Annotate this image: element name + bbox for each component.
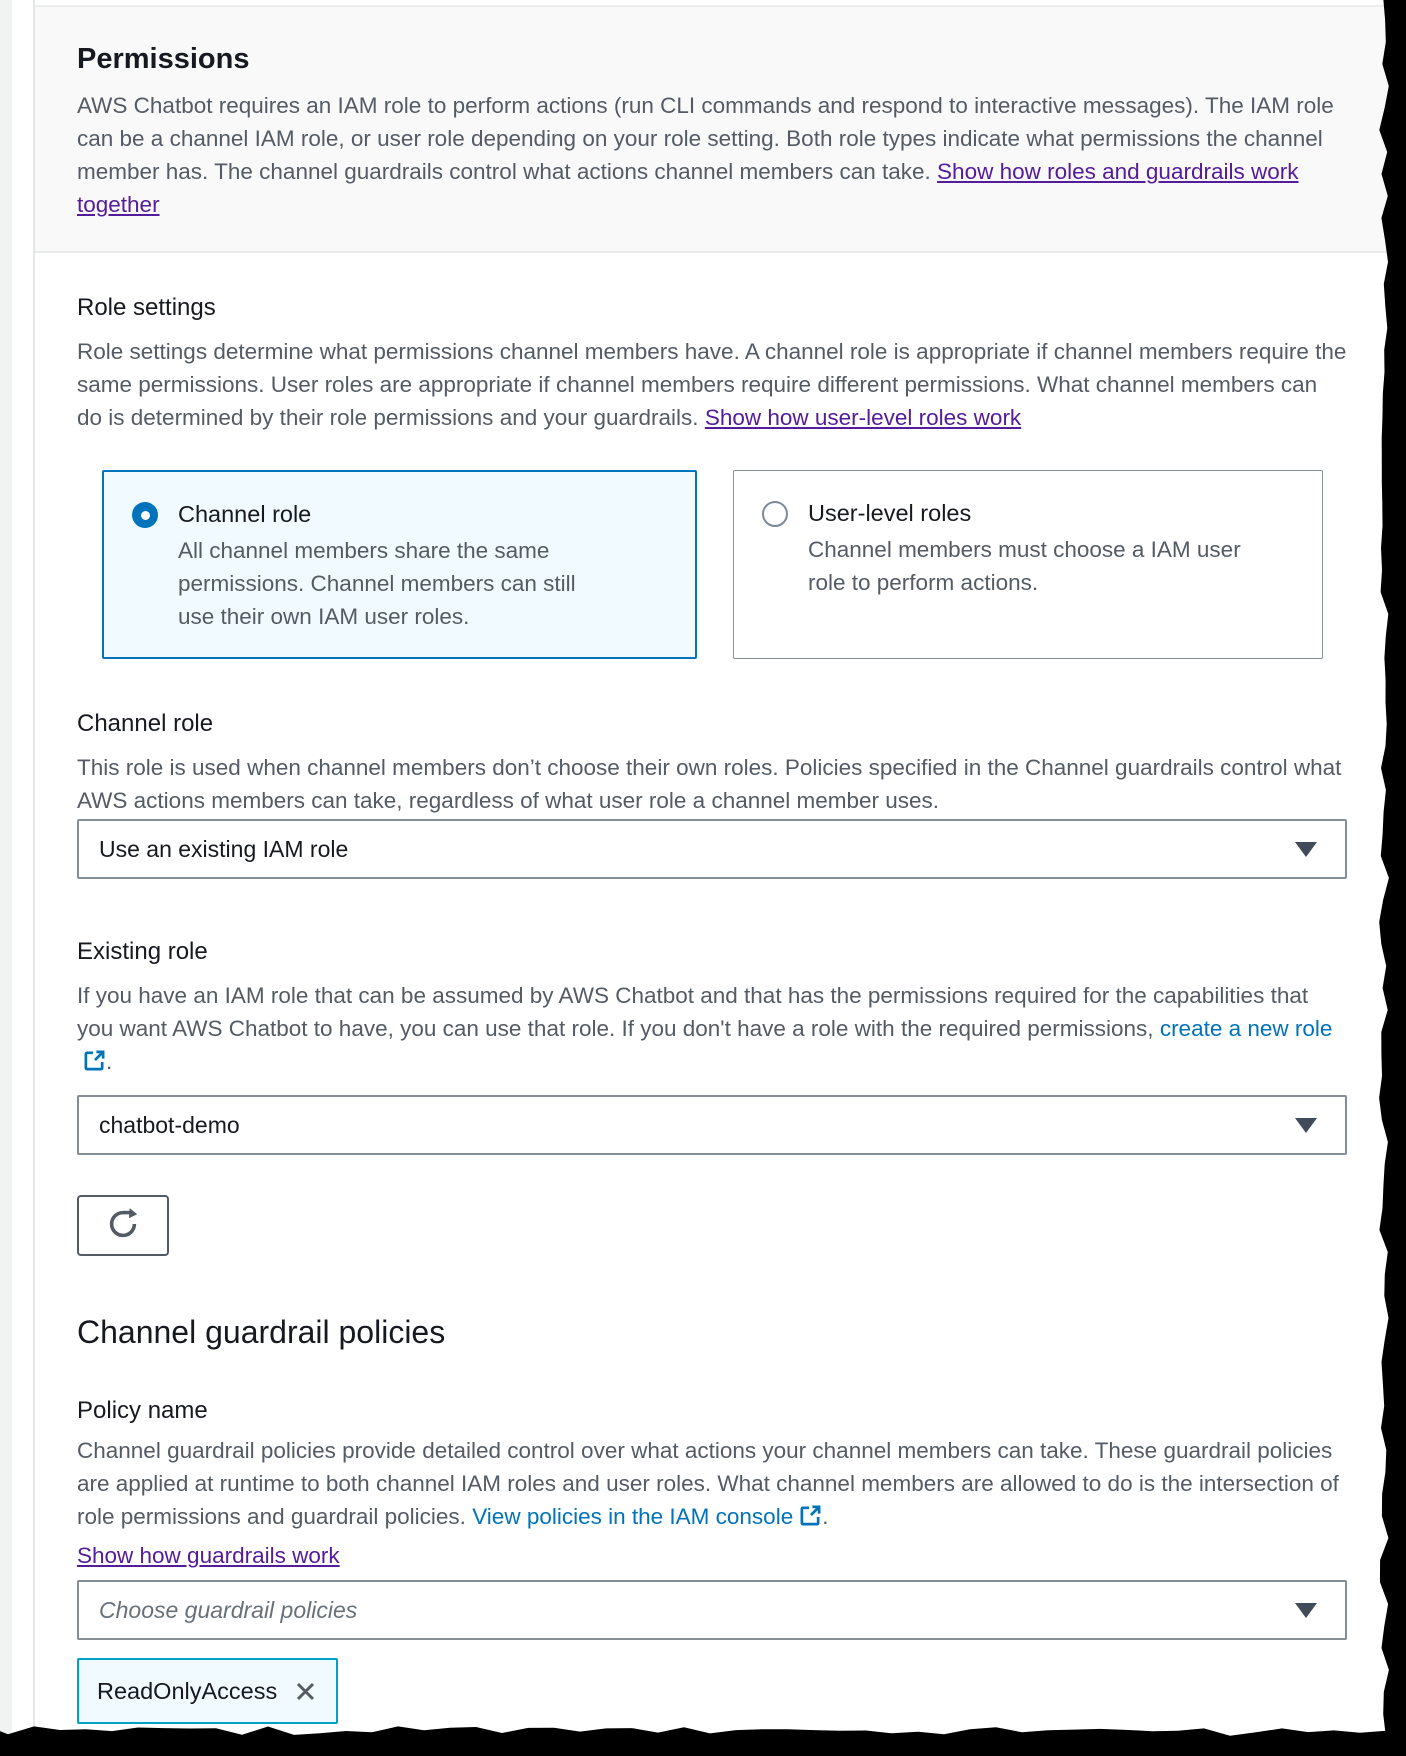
role-settings-description bbox=[77, 335, 1348, 434]
user-level-roles-option-card[interactable] bbox=[733, 470, 1323, 659]
page-title: Permissions bbox=[77, 43, 250, 75]
policy-token-readonlyaccess bbox=[77, 1658, 338, 1724]
chevron-down-icon bbox=[1295, 1118, 1317, 1133]
permissions-panel bbox=[33, 0, 1406, 1756]
user-level-roles-option-text bbox=[808, 497, 1270, 599]
permissions-content bbox=[35, 253, 1406, 1724]
policy-name-description bbox=[77, 1434, 1348, 1536]
permissions-header bbox=[35, 5, 1406, 253]
chevron-down-icon bbox=[1295, 1603, 1317, 1618]
create-new-role-link[interactable]: create a new role bbox=[1159, 1016, 1333, 1041]
existing-role-select[interactable] bbox=[77, 1095, 1347, 1155]
view-iam-policies-link[interactable]: View policies in the IAM console bbox=[472, 1504, 794, 1529]
show-how-guardrails-work-link[interactable]: Show how guardrails work bbox=[77, 1543, 340, 1568]
external-link-icon[interactable] bbox=[799, 1503, 822, 1536]
existing-role-description-text: If you have an IAM role that can be assumed by AWS Chatbot and that has the permissions required for the capabilities that you want AWS Chatbot to have, you can use that role. If you don't have a role with the required permissions, bbox=[77, 983, 1309, 1041]
existing-role-field-label: Existing role bbox=[77, 938, 208, 965]
chevron-down-icon bbox=[1295, 842, 1317, 857]
permissions-description bbox=[77, 89, 1348, 221]
show-user-level-roles-link[interactable]: Show how user-level roles work bbox=[704, 405, 1022, 430]
channel-role-select-value: Use an existing IAM role bbox=[99, 835, 349, 862]
show-guardrails-line bbox=[77, 1540, 1348, 1572]
refresh-icon bbox=[104, 1205, 142, 1246]
user-level-roles-option-label: User-level roles bbox=[808, 500, 972, 526]
channel-role-field-label: Channel role bbox=[77, 710, 214, 737]
channel-role-field-description: This role is used when channel members don’t choose their own roles. Policies specified in the Channel guardrails control what AWS actions members can take, regardless of what user role a channel member uses. bbox=[77, 755, 1342, 813]
channel-guardrail-policies-title: Channel guardrail policies bbox=[77, 1314, 446, 1350]
external-link-icon[interactable] bbox=[83, 1048, 106, 1081]
existing-role-select-value: chatbot-demo bbox=[99, 1111, 240, 1138]
channel-role-option-description: All channel members share the same permissions. Channel members can still use their own IAM user roles. bbox=[178, 538, 576, 629]
channel-role-select[interactable] bbox=[77, 819, 1347, 879]
page-left-gutter bbox=[0, 0, 12, 1756]
role-settings-title: Role settings bbox=[77, 294, 216, 321]
policy-name-label: Policy name bbox=[77, 1397, 208, 1424]
refresh-roles-button[interactable] bbox=[77, 1195, 169, 1256]
guardrail-policies-placeholder: Choose guardrail policies bbox=[99, 1596, 358, 1623]
role-settings-description-text: Role settings determine what permissions channel members have. A channel role is appropriate if channel members require the same permissions. User roles are appropriate if channel members require different permissions. What channel members can do is determined by their role permissions and your guardrails. bbox=[77, 339, 1347, 430]
channel-role-option-text bbox=[178, 498, 606, 633]
guardrail-policies-select[interactable] bbox=[77, 1580, 1347, 1640]
radio-unselected-icon[interactable] bbox=[762, 501, 788, 527]
channel-role-option-card[interactable] bbox=[102, 470, 697, 659]
existing-role-field-description bbox=[77, 979, 1348, 1081]
remove-token-icon[interactable] bbox=[293, 1679, 318, 1704]
role-setting-options bbox=[102, 470, 1348, 659]
user-level-roles-option-description: Channel members must choose a IAM user role to perform actions. bbox=[808, 537, 1241, 595]
policy-name-description-period: . bbox=[822, 1504, 829, 1529]
radio-selected-icon[interactable] bbox=[132, 502, 158, 528]
policy-token-label: ReadOnlyAccess bbox=[97, 1677, 278, 1704]
channel-role-option-label: Channel role bbox=[178, 501, 312, 527]
show-roles-guardrails-link[interactable]: Show how roles and guardrails work together bbox=[77, 159, 1299, 217]
existing-role-description-period: . bbox=[106, 1049, 113, 1074]
policy-name-description-text: Channel guardrail policies provide detailed control over what actions your channel members can take. These guardrail policies are applied at runtime to both channel IAM roles and user roles. What channel members are allowed to do is the intersection of role permissions and guardrail policies. bbox=[77, 1438, 1339, 1529]
permissions-description-text: AWS Chatbot requires an IAM role to perform actions (run CLI commands and respond to interactive messages). The IAM role can be a channel IAM role, or user role depending on your role setting. Both role types indicate what permissions the channel member has. The channel guardrails control what actions channel members can take. bbox=[77, 93, 1334, 184]
